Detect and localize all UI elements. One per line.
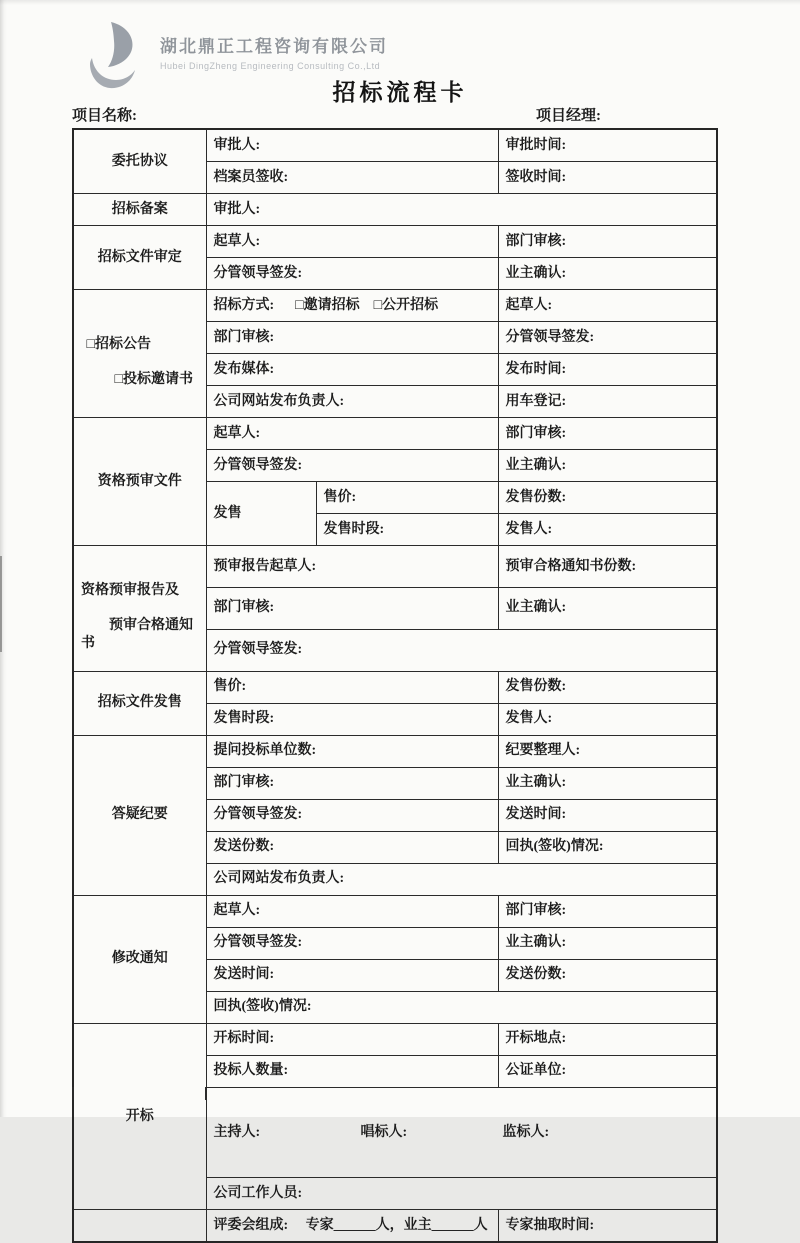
scan-top-shadow <box>0 0 800 5</box>
scan-edge-mark <box>0 556 2 652</box>
field-cell: 发送时间: <box>498 799 717 831</box>
table-row <box>73 1023 717 1055</box>
field-cell: 发送时间: <box>206 959 498 991</box>
section-label: 委托协议 <box>73 129 206 194</box>
field-cell: 业主确认: <box>498 450 717 482</box>
field-cell: 业主确认: <box>498 258 717 290</box>
field-cell: 发布时间: <box>498 354 717 386</box>
field-cell: 专家抽取时间: <box>498 1210 717 1243</box>
field-cell: 业主确认: <box>498 767 717 799</box>
field-cell: 发售时段: <box>316 514 498 546</box>
cutoff-border-stub <box>72 1087 74 1100</box>
field-cell: 公司网站发布负责人: <box>206 386 498 418</box>
field-cell: 分管领导签发: <box>206 450 498 482</box>
cutoff-border-stub <box>205 1087 207 1100</box>
section-label: 招标文件发售 <box>73 671 206 735</box>
field-cell-jury-composition: 评委会组成: 专家______人，业主______人 <box>206 1210 498 1243</box>
subsection-label-sale: 发售 <box>206 482 316 546</box>
checkbox-option-invitation-letter: □投标邀请书 <box>114 372 193 387</box>
table-row <box>73 546 717 588</box>
field-cell-officials <box>206 1087 717 1178</box>
project-manager-label: 项目经理: <box>536 108 601 124</box>
bidding-process-table <box>72 128 718 1243</box>
company-name-cn: 湖北鼎正工程咨询有限公司 <box>160 37 388 56</box>
table-row <box>73 226 717 258</box>
section-label: 开标 <box>73 1023 206 1210</box>
field-cell: 公司网站发布负责人: <box>206 863 717 895</box>
field-cell: 分管领导签发: <box>206 258 498 290</box>
field-cell: 开标时间: <box>206 1023 498 1055</box>
field-cell: 售价: <box>316 482 498 514</box>
field-cell: 部门审核: <box>206 587 498 629</box>
field-cell: 发送份数: <box>498 959 717 991</box>
field-cell: 起草人: <box>206 418 498 450</box>
document-title: 招标流程卡 <box>332 80 468 105</box>
field-cell: 投标人数量: <box>206 1055 498 1087</box>
section-label <box>73 546 206 672</box>
section-label-line: 预审合格通知书 <box>81 618 193 651</box>
company-name-block <box>160 32 388 71</box>
field-cell: 分管领导签发: <box>206 629 717 671</box>
field-cell: 分管领导签发: <box>206 927 498 959</box>
table-row <box>73 735 717 767</box>
table-row <box>73 671 717 703</box>
section-label: 招标备案 <box>73 194 206 226</box>
field-cell: 部门审核: <box>498 226 717 258</box>
field-cell: 提问投标单位数: <box>206 735 498 767</box>
officials-row <box>214 1124 710 1142</box>
section-label: 资格预审文件 <box>73 418 206 546</box>
field-cell: 分管领导签发: <box>206 799 498 831</box>
field-cell: 发售时段: <box>206 703 498 735</box>
field-cell: 部门审核: <box>498 418 717 450</box>
project-name-label: 项目名称: <box>72 108 137 124</box>
company-name-en: Hubei DingZheng Engineering Consulting Co.,Ltd <box>160 61 381 71</box>
field-cell: 分管领导签发: <box>498 322 717 354</box>
section-label-empty <box>73 1210 206 1243</box>
table-row <box>73 129 717 162</box>
field-cell: 发售份数: <box>498 671 717 703</box>
field-cell: 起草人: <box>206 226 498 258</box>
field-cell: 公司工作人员: <box>206 1178 717 1210</box>
field-cell: 发布媒体: <box>206 354 498 386</box>
field-cell: 用车登记: <box>498 386 717 418</box>
field-cell: 发售份数: <box>498 482 717 514</box>
field-cell: 部门审核: <box>498 895 717 927</box>
field-cell: 审批人: <box>206 194 717 226</box>
section-label-lines <box>87 336 193 389</box>
field-cell: 发售人: <box>498 514 717 546</box>
field-cell: 审批时间: <box>498 129 717 162</box>
section-label-line: 资格预审报告及 <box>81 583 179 598</box>
section-label-lines <box>81 582 199 652</box>
table-row <box>73 418 717 450</box>
field-cell: 预审报告起草人: <box>206 546 498 588</box>
host-label: 主持人: <box>213 1124 261 1140</box>
field-cell: 售价: <box>206 671 498 703</box>
field-cell: 开标地点: <box>498 1023 717 1055</box>
section-label: 答疑纪要 <box>73 735 206 895</box>
field-cell: 起草人: <box>498 290 717 322</box>
field-cell: 业主确认: <box>498 587 717 629</box>
field-cell: 审批人: <box>206 129 498 162</box>
bid-supervisor-label: 监标人: <box>502 1124 550 1140</box>
field-cell: 业主确认: <box>498 927 717 959</box>
bid-caller-label: 唱标人: <box>360 1124 408 1140</box>
table-row <box>73 194 717 226</box>
checkbox-option-bid-announcement: □招标公告 <box>86 337 151 352</box>
table-row <box>73 1210 717 1243</box>
field-cell: 发售人: <box>498 703 717 735</box>
field-cell: 发送份数: <box>206 831 498 863</box>
table-row <box>73 290 717 322</box>
field-cell: 回执(签收)情况: <box>206 991 717 1023</box>
section-label: 修改通知 <box>73 895 206 1023</box>
table-row <box>73 895 717 927</box>
field-cell: 档案员签收: <box>206 162 498 194</box>
field-cell: 起草人: <box>206 895 498 927</box>
field-cell: 预审合格通知书份数: <box>498 546 717 588</box>
section-label <box>73 290 206 418</box>
section-label: 招标文件审定 <box>73 226 206 290</box>
field-cell-bid-method: 招标方式: □邀请招标 □公开招标 <box>206 290 498 322</box>
field-cell: 部门审核: <box>206 322 498 354</box>
field-cell: 部门审核: <box>206 767 498 799</box>
field-cell: 纪要整理人: <box>498 735 717 767</box>
field-cell: 回执(签收)情况: <box>498 831 717 863</box>
field-cell: 公证单位: <box>498 1055 717 1087</box>
field-cell: 签收时间: <box>498 162 717 194</box>
